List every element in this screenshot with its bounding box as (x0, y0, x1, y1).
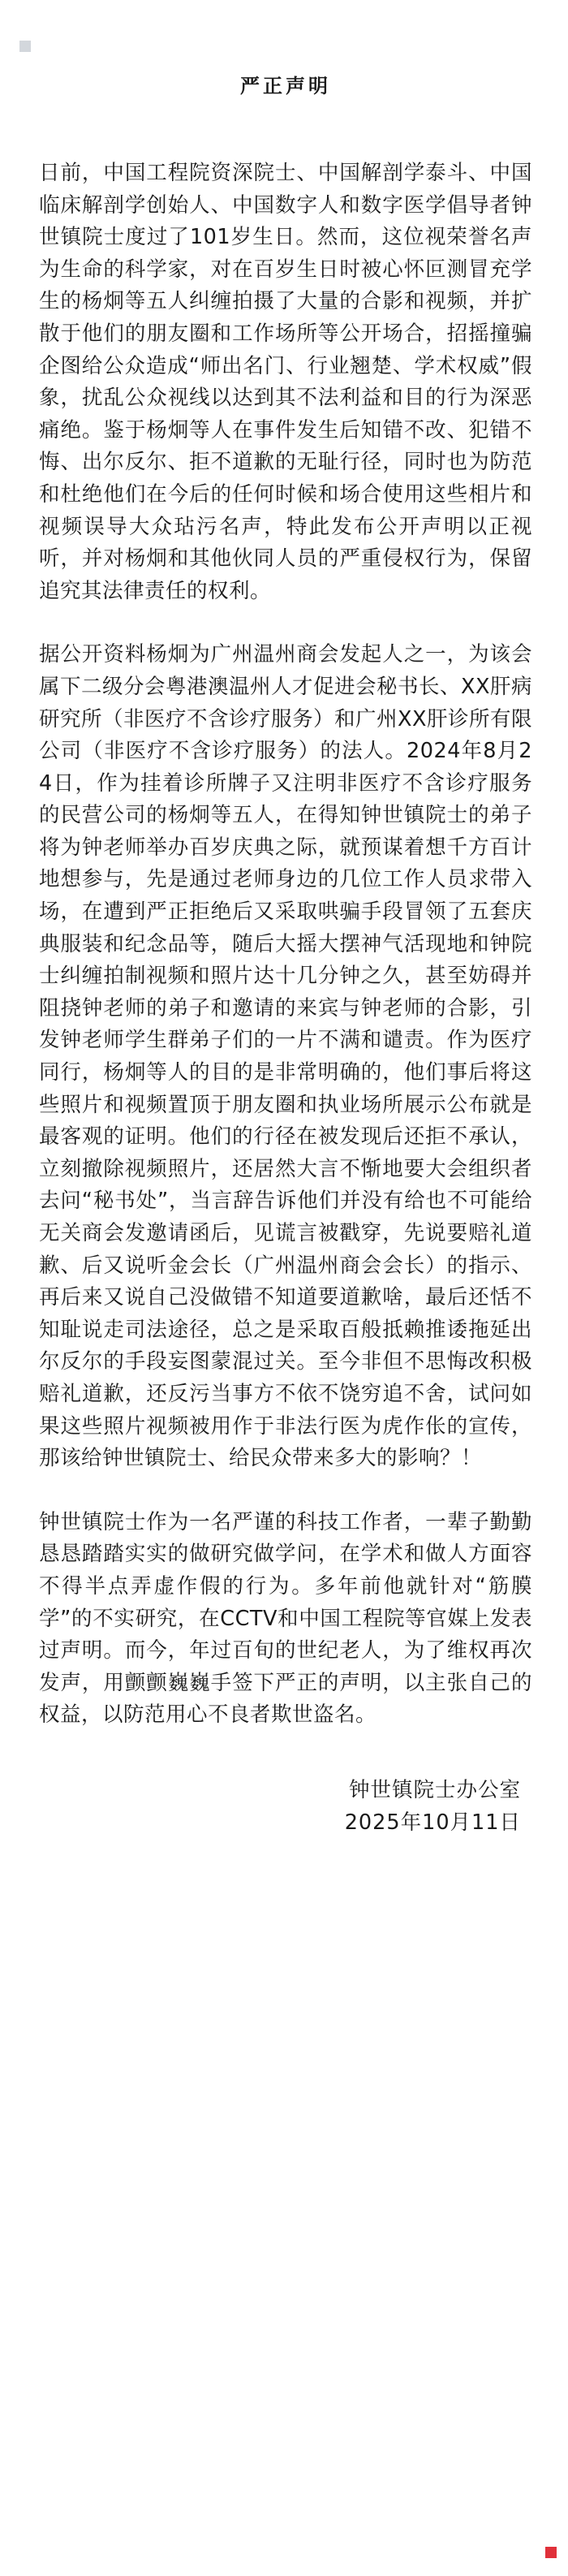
signature-date: 2025年10月11日 (344, 1810, 521, 1835)
signature-block (39, 1774, 532, 1839)
statement-title: 严正声明 (240, 75, 331, 97)
paragraph-intro: 日前，中国工程院资深院士、中国解剖学泰斗、中国临床解剖学创始人、中国数字人和数字医学倡导者钟世镇院士度过了101岁生日。然而，这位视荣誉名声为生命的科学家，对在百岁生日时被心怀叵测冒充学生的杨炯等五人纠缠拍摄了大量的合影和视频，并扩散于他们的朋友圈和工作场所等公开场合，招摇撞骗企图给公众造成“师出名门、行业翘楚、学术权威”假象，扰乱公众视线以达到其不法利益和目的行为深恶痛绝。鉴于杨炯等人在事件发生后知错不改、犯错不悔、出尔反尔、拒不道歉的无耻行径，同时也为防范和杜绝他们在今后的任何时候和场合使用这些相片和视频误导大众玷污名声，特此发布公开声明以正视听，并对杨炯和其他伙同人员的严重侵权行为，保留追究其法律责任的权利。 (39, 161, 532, 603)
paragraph-conclusion: 钟世镇院士作为一名严谨的科技工作者，一辈子勤勤恳恳踏踏实实的做研究做学问，在学术和做人方面容不得半点弄虚作假的行为。多年前他就针对“筋膜学”的不实研究，在CCTV和中国工程院等官媒上发表过声明。而今，年过百旬的世纪老人，为了维权再次发声，用颤颤巍巍手签下严正的声明，以主张自己的权益，以防范用心不良者欺世盗名。 (39, 1509, 532, 1728)
signature-office: 钟世镇院士办公室 (348, 1777, 521, 1802)
paragraph-incident: 据公开资料杨炯为广州温州商会发起人之一，为该会属下二级分会粤港澳温州人才促进会秘书长、XX肝病研究所（非医疗不含诊疗服务）和广州XX肝诊所有限公司（非医疗不含诊疗服务）的法人。2024年8月24日，作为挂着诊所牌子又注明非医疗不含诊疗服务的民营公司的杨炯等五人，在得知钟世镇院士的弟子将为钟老师举办百岁庆典之际，就预谋着想千方百计地想参与，先是通过老师身边的几位工作人员求带入场，在遭到严正拒绝后又采取哄骗手段冒领了五套庆典服装和纪念品等，随后大摇大摆神气活现地和钟院士纠缠拍制视频和照片达十几分钟之久，甚至妨碍并阻挠钟老师的弟子和邀请的来宾与钟老师的合影，引发钟老师学生群弟子们的一片不满和谴责。作为医疗同行，杨炯等人的目的是非常明确的，他们事后将这些照片和视频置顶于朋友圈和执业场所展示公布就是最客观的证明。他们的行径在被发现后还拒不承认，立刻撤除视频照片，还居然大言不惭地要大会组织者去问“秘书处”，当言辞告诉他们并没有给也不可能给无关商会发邀请函后，见谎言被戳穿，先说要赔礼道歉、后又说听金会长（广州温州商会会长）的指示、再后来又说自己没做错不知道要道歉啥，最后还恬不知耻说走司法途径，总之是采取百般抵赖推诿拖延出尔反尔的手段妄图蒙混过关。至今非但不思悔改积极赔礼道歉，还反污当事方不依不饶穷追不舍，试问如果这些照片视频被用作于非法行医为虎作伥的宣传，那该给钟世镇院士、给民众带来多大的影响？！ (39, 642, 532, 1471)
corner-marker-top-left (19, 41, 31, 52)
corner-marker-bottom-right (545, 2547, 557, 2558)
